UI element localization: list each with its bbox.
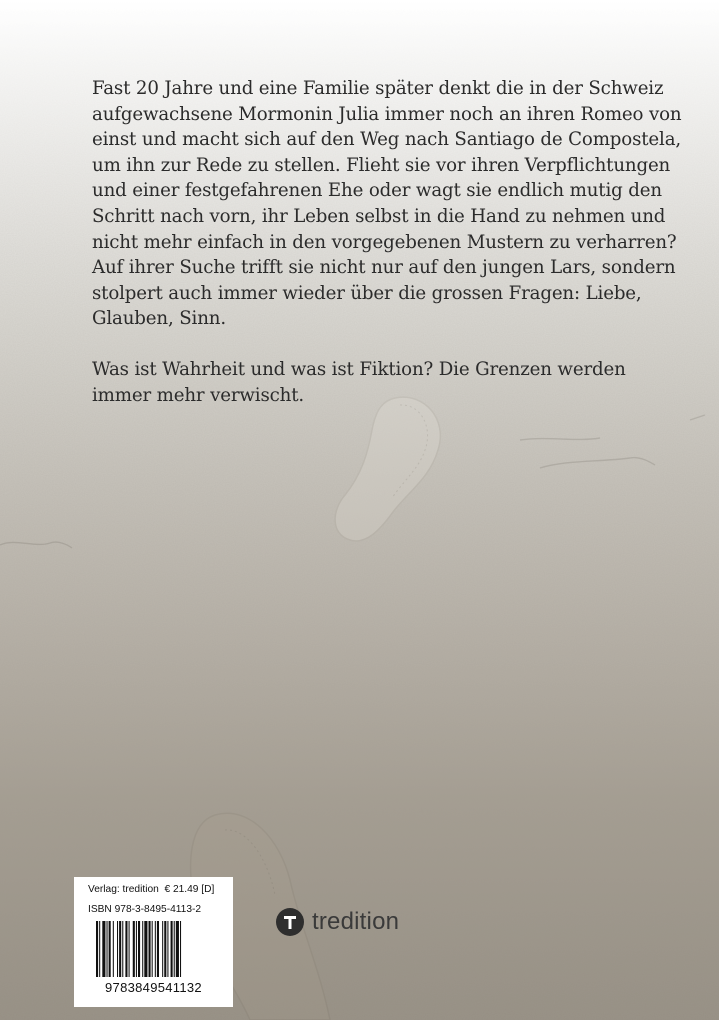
blurb-paragraph-2: Was ist Wahrheit und was ist Fiktion? Die Grenzen werden immer mehr verwischt. — [92, 358, 626, 406]
barcode-bar — [152, 921, 153, 977]
barcode-bar — [180, 921, 181, 977]
barcode-bar — [96, 921, 98, 977]
barcode-bar — [167, 921, 168, 977]
barcode-bar — [107, 921, 108, 977]
tredition-wordmark: tredition — [312, 908, 400, 935]
barcode-bar — [176, 921, 179, 977]
barcode-bar — [162, 921, 163, 977]
barcode-bar — [149, 921, 151, 977]
barcode-bar — [113, 921, 114, 977]
publisher-price-line — [88, 884, 214, 895]
barcode-bar — [144, 921, 147, 977]
price-label: € 21.49 [D] — [164, 884, 215, 895]
publisher-logo — [276, 905, 399, 939]
barcode-bar — [99, 921, 100, 977]
isbn-barcode-box — [74, 877, 233, 1007]
barcode-bar — [138, 921, 140, 977]
barcode-number: 9783849541132 — [105, 980, 202, 995]
barcode-bar — [119, 921, 121, 977]
barcode-bar — [129, 921, 130, 977]
publisher-label: Verlag: tredition — [88, 884, 159, 895]
barcode-bar — [155, 921, 156, 977]
isbn-label: ISBN 978-3-8495-4113-2 — [88, 904, 202, 915]
barcode-bar — [174, 921, 175, 977]
barcode-image — [94, 921, 214, 979]
blurb-paragraph-1: Fast 20 Jahre und eine Familie später denkt die in der Schweiz aufgewachsene Mormonin Julia immer noch an ihren Romeo von einst und macht sich auf den Weg nach Santiago de Compostela, um ihn zur Rede zu stellen. Flieht sie vor ihren Verpflichtungen und einer festgefahrenen Ehe oder wagt sie endlich mutig den Schritt nach vorn, ihr Leben selbst in die Hand zu nehmen und nicht mehr einfach in den vorgegebenen Mustern zu verharren? Auf ihrer Suche trifft sie nicht nur auf den jungen Lars, sondern stolpert auch immer wieder über die grossen Fragen: Liebe, Glauben, Sinn. — [92, 78, 682, 330]
barcode-bar — [133, 921, 135, 977]
barcode-bar — [117, 921, 118, 977]
tredition-logo-icon — [276, 908, 304, 936]
barcode-bar — [171, 921, 173, 977]
barcode-bar — [157, 921, 159, 977]
back-cover-blurb — [92, 76, 682, 433]
barcode-bar — [102, 921, 105, 977]
barcode-bar — [125, 921, 127, 977]
barcode-bar — [136, 921, 137, 977]
barcode-bar — [109, 921, 111, 977]
barcode-bar — [122, 921, 123, 977]
barcode-bar — [142, 921, 143, 977]
barcode-bar — [164, 921, 166, 977]
